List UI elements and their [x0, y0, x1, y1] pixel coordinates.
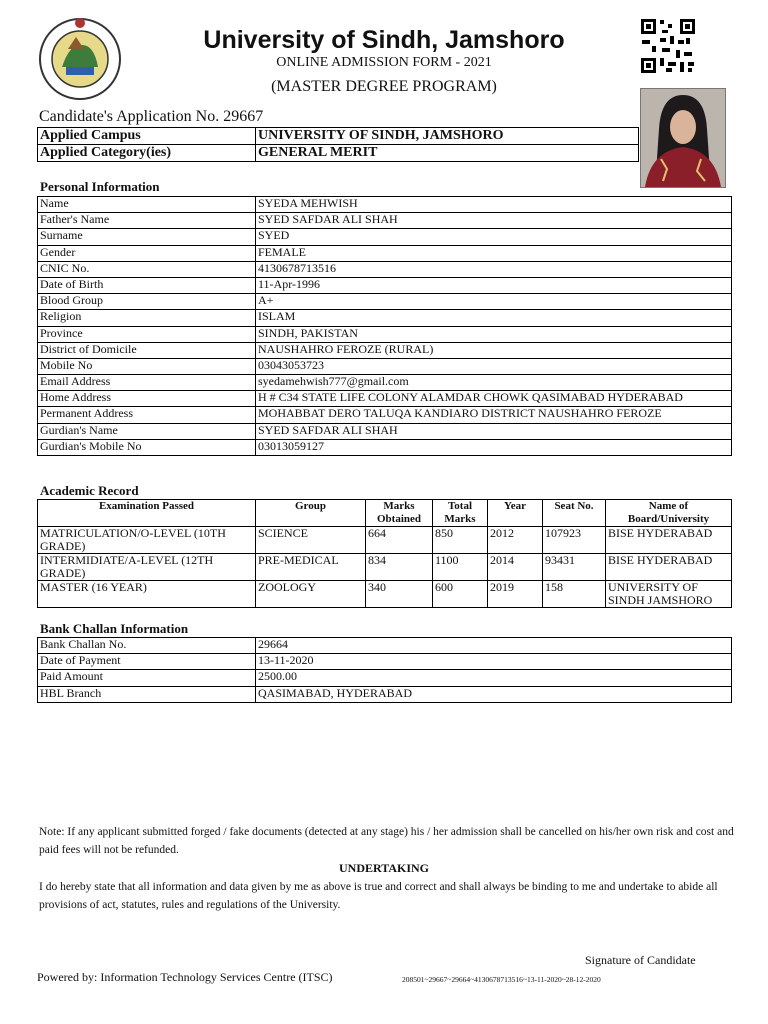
- powered-by: Powered by: Information Technology Services Centre (ITSC): [37, 970, 333, 984]
- table-cell: 158: [543, 581, 606, 608]
- table-cell: 2019: [488, 581, 543, 608]
- table-cell: 2012: [488, 527, 543, 554]
- field-value: 03043053723: [256, 358, 732, 374]
- field-value: 11-Apr-1996: [256, 277, 732, 293]
- table-row: [38, 581, 732, 608]
- personal-info-heading: Personal Information: [40, 179, 160, 194]
- undertaking-text: I do hereby state that all information and data given by me as above is true and correct and shall always be binding to me and undertake to abide all provisions of act, statutes, rules and regulations of the University.: [39, 881, 718, 911]
- field-label: HBL Branch: [38, 686, 256, 702]
- table-cell: 340: [366, 581, 433, 608]
- table-row: [38, 261, 732, 277]
- table-row: [38, 654, 732, 670]
- table-row: [38, 342, 732, 358]
- table-row: [38, 326, 732, 342]
- table-cell: 850: [433, 527, 488, 554]
- field-value: SINDH, PAKISTAN: [256, 326, 732, 342]
- table-row: [38, 407, 732, 423]
- field-value: MOHABBAT DERO TALUQA KANDIARO DISTRICT NAUSHAHRO FEROZE: [256, 407, 732, 423]
- table-cell: BISE HYDERABAD: [606, 554, 732, 581]
- table-row: [38, 358, 732, 374]
- program-title: (MASTER DEGREE PROGRAM): [271, 78, 497, 95]
- field-value: syedamehwish777@gmail.com: [256, 375, 732, 391]
- field-label: CNIC No.: [38, 261, 256, 277]
- table-row: [38, 277, 732, 293]
- table-cell: INTERMIDIATE/A-LEVEL (12TH GRADE): [38, 554, 256, 581]
- form-title: ONLINE ADMISSION FORM - 2021: [276, 55, 492, 70]
- field-value: SYED: [256, 229, 732, 245]
- table-cell: MATRICULATION/O-LEVEL (10TH GRADE): [38, 527, 256, 554]
- field-value: QASIMABAD, HYDERABAD: [256, 686, 732, 702]
- column-header: Seat No.: [543, 500, 606, 527]
- field-label: Surname: [38, 229, 256, 245]
- application-number: Candidate's Application No. 29667: [39, 108, 264, 125]
- column-header: Total Marks: [433, 500, 488, 527]
- table-row: [38, 375, 732, 391]
- table-cell: PRE-MEDICAL: [256, 554, 366, 581]
- field-label: Paid Amount: [38, 670, 256, 686]
- field-label: Permanent Address: [38, 407, 256, 423]
- field-label: Father's Name: [38, 213, 256, 229]
- candidate-photo: [640, 88, 726, 188]
- table-row: [38, 294, 732, 310]
- document-code: 208501~29667~29664~4130678713516~13-11-2020~28-12-2020: [402, 975, 601, 984]
- academic-record-heading: Academic Record: [40, 483, 139, 498]
- field-value: SYED SAFDAR ALI SHAH: [256, 213, 732, 229]
- field-value: 4130678713516: [256, 261, 732, 277]
- field-value: 03013059127: [256, 439, 732, 455]
- applied-category-value: GENERAL MERIT: [256, 145, 639, 162]
- university-title: University of Sindh, Jamshoro: [203, 26, 565, 54]
- applied-category-label: Applied Category(ies): [38, 145, 256, 162]
- table-row: [38, 638, 732, 654]
- table-row: [38, 229, 732, 245]
- field-value: 2500.00: [256, 670, 732, 686]
- table-row: [38, 527, 732, 554]
- table-cell: 93431: [543, 554, 606, 581]
- field-label: Date of Payment: [38, 654, 256, 670]
- field-label: District of Domicile: [38, 342, 256, 358]
- column-header: Group: [256, 500, 366, 527]
- academic-record-table: [37, 499, 732, 608]
- field-value: SYED SAFDAR ALI SHAH: [256, 423, 732, 439]
- table-row: [38, 423, 732, 439]
- field-value: SYEDA MEHWISH: [256, 197, 732, 213]
- field-label: Gender: [38, 245, 256, 261]
- table-row: [38, 670, 732, 686]
- table-cell: SCIENCE: [256, 527, 366, 554]
- table-cell: ZOOLOGY: [256, 581, 366, 608]
- applied-campus-value: UNIVERSITY OF SINDH, JAMSHORO: [256, 128, 639, 145]
- table-row: [38, 391, 732, 407]
- undertaking-title: UNDERTAKING: [338, 861, 430, 875]
- field-value: FEMALE: [256, 245, 732, 261]
- field-label: Province: [38, 326, 256, 342]
- table-row: [38, 145, 639, 162]
- bank-challan-heading: Bank Challan Information: [40, 621, 189, 636]
- field-value: NAUSHAHRO FEROZE (RURAL): [256, 342, 732, 358]
- field-value: ISLAM: [256, 310, 732, 326]
- table-row: [38, 213, 732, 229]
- table-cell: MASTER (16 YEAR): [38, 581, 256, 608]
- table-row: [38, 245, 732, 261]
- table-row: [38, 686, 732, 702]
- note-text: Note: If any applicant submitted forged / fake documents (detected at any stage) his / her admission shall be cancelled on his/her own risk and cost and paid fees will not be refunded.: [39, 826, 734, 856]
- field-label: Mobile No: [38, 358, 256, 374]
- table-cell: 1100: [433, 554, 488, 581]
- field-value: 29664: [256, 638, 732, 654]
- table-row: [38, 197, 732, 213]
- field-label: Name: [38, 197, 256, 213]
- signature-label: Signature of Candidate: [585, 953, 696, 967]
- bank-challan-table: [37, 637, 732, 703]
- field-value: 13-11-2020: [256, 654, 732, 670]
- table-cell: 600: [433, 581, 488, 608]
- table-cell: UNIVERSITY OF SINDH JAMSHORO: [606, 581, 732, 608]
- column-header: Year: [488, 500, 543, 527]
- field-label: Bank Challan No.: [38, 638, 256, 654]
- field-label: Blood Group: [38, 294, 256, 310]
- campus-table: [37, 127, 639, 162]
- table-cell: 2014: [488, 554, 543, 581]
- field-label: Gurdian's Mobile No: [38, 439, 256, 455]
- table-header-row: [38, 500, 732, 527]
- field-label: Gurdian's Name: [38, 423, 256, 439]
- field-label: Religion: [38, 310, 256, 326]
- column-header: Name of Board/University: [606, 500, 732, 527]
- field-value: A+: [256, 294, 732, 310]
- field-label: Date of Birth: [38, 277, 256, 293]
- table-cell: 107923: [543, 527, 606, 554]
- table-row: [38, 439, 732, 455]
- field-value: H # C34 STATE LIFE COLONY ALAMDAR CHOWK QASIMABAD HYDERABAD: [256, 391, 732, 407]
- table-cell: BISE HYDERABAD: [606, 527, 732, 554]
- table-cell: 834: [366, 554, 433, 581]
- column-header: Marks Obtained: [366, 500, 433, 527]
- field-label: Home Address: [38, 391, 256, 407]
- table-row: [38, 310, 732, 326]
- table-row: [38, 554, 732, 581]
- field-label: Email Address: [38, 375, 256, 391]
- applied-campus-label: Applied Campus: [38, 128, 256, 145]
- personal-info-table: [37, 196, 732, 456]
- table-row: [38, 128, 639, 145]
- table-cell: 664: [366, 527, 433, 554]
- column-header: Examination Passed: [38, 500, 256, 527]
